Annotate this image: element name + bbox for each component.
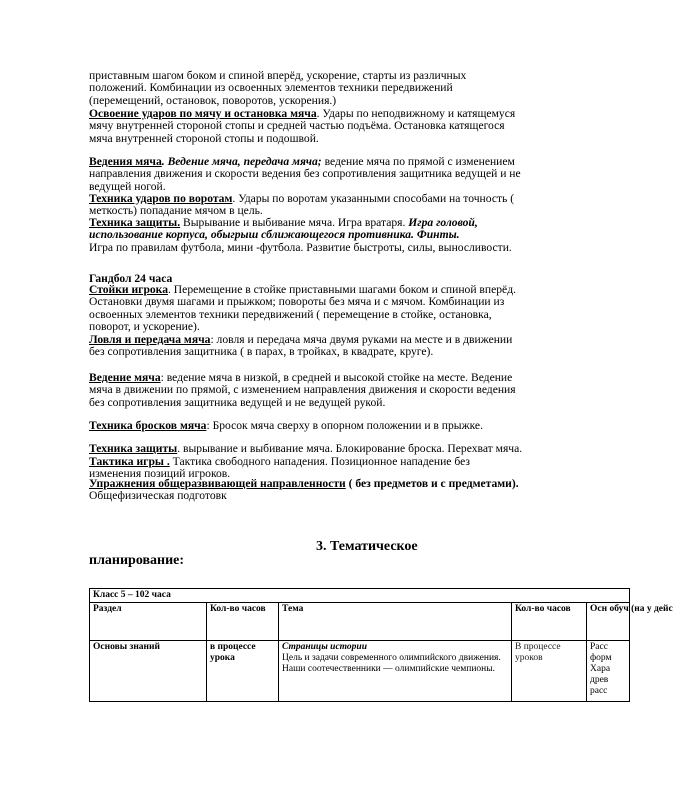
paragraph-emphasis: . Ведение мяча, передача мяча; <box>161 155 322 168</box>
activity-fragment: форм <box>590 653 612 663</box>
paragraph-goal-shots <box>89 193 525 217</box>
paragraph-heading: Техника бросков мяча <box>89 419 207 432</box>
header-activities: Осн обуч (на у дейс <box>587 603 630 641</box>
paragraph-movement-combinations <box>89 70 525 108</box>
paragraph-text: Общефизическая подготовк <box>89 489 227 503</box>
paragraph-emphasis: ( без предметов и с предметами). <box>345 477 519 490</box>
paragraph-text: Тактика свободного нападения. Позиционное нападение без изменения позиций игроков. <box>89 455 470 481</box>
section-heading-word: планирование: <box>89 553 185 568</box>
paragraph-heading: Тактика игры . <box>89 455 170 468</box>
row-hours-2: В процессе уроков <box>512 641 587 702</box>
paragraph-text: : Бросок мяча сверху в опорном положении и в прыжке. <box>206 419 483 432</box>
paragraph-ball-dribbling <box>89 372 525 420</box>
section-heading-number: 3. Тематическое <box>316 539 418 554</box>
table-row <box>90 641 630 702</box>
paragraph-dribbling <box>89 156 525 194</box>
header-hours-2: Кол-во часов <box>512 603 587 641</box>
paragraph-protection <box>89 443 525 455</box>
paragraph-text: : ловля и передача мяча двумя руками на месте и в движении без сопротивления защитника ( в парах, в тройках, в квадрате, круге). <box>89 333 513 359</box>
paragraph-text: . Перемещение в стойке приставными шагами боком и спиной вперёд. Остановки двумя шагами и прыжком; повороты без мяча и с мячом. Комбинации из освоенных элементов техники передвижений ( перемещение в стойке, остановка, поворот, и ускорение). <box>89 283 516 334</box>
activity-fragment: расс <box>590 686 608 696</box>
paragraph-heading: Техника защиты <box>89 442 178 455</box>
paragraph-player-stance <box>89 284 525 334</box>
paragraph-heading: Техника защиты. <box>89 216 181 229</box>
paragraph-text: . Удары по воротам указанными способами на точность ( меткость) попадание мячом в цель. <box>89 192 515 218</box>
paragraph-text: ведение мяча по прямой с изменением направления движения и скорости ведения без сопротивления защитника ведущей и не ведущей ногой. <box>89 155 521 193</box>
table-header-row <box>90 603 630 641</box>
paragraph-defense <box>89 217 525 273</box>
paragraph-general-exercises <box>89 478 525 504</box>
class-label: Класс 5 – 102 часа <box>90 589 630 603</box>
topic-title: Страницы истории <box>282 642 367 652</box>
paragraph-text: Вырывание и выбивание мяча. Игра вратаря. <box>180 216 409 229</box>
paragraph-throws <box>89 420 525 444</box>
paragraph-heading: Ловля и передача мяча <box>89 333 211 346</box>
activity-fragment: Расс <box>590 642 608 652</box>
row-section: Основы знаний <box>90 641 207 702</box>
paragraph-heading: Ведения мяча <box>89 155 162 168</box>
activity-fragment: древ <box>590 675 609 685</box>
handball-heading: Гандбол 24 часа <box>89 272 173 285</box>
thematic-planning-table <box>89 588 673 702</box>
table-class-row <box>90 589 630 603</box>
paragraph-ball-strikes <box>89 108 525 158</box>
row-topic <box>279 641 512 702</box>
paragraph-heading: Техника ударов по воротам <box>89 192 233 205</box>
topic-line: Наши соотечественники — олимпийские чемпионы. <box>282 664 496 674</box>
activity-fragment: Хара <box>590 664 611 674</box>
header-topic: Тема <box>279 603 512 641</box>
paragraph-text: Игра по правилам футбола, мини -футбола. Развитие быстроты, силы, выносливости. <box>89 240 512 254</box>
row-hours: в процессе урока <box>207 641 279 702</box>
header-section: Раздел <box>90 603 207 641</box>
paragraph-text: : ведение мяча в низкой, в средней и высокой стойке на месте. Ведение мяча в движении по прямой, с изменением направления движения и скорости ведения без сопротивления защитника ведущей и не ведущей рукой. <box>89 371 516 409</box>
paragraph-emphasis: Игра головой, использование корпуса, обыгрыш сближающегося противника. Финты. <box>89 216 478 242</box>
row-activities <box>587 641 630 702</box>
paragraph-text: приставным шагом боком и спиной вперёд, ускорение, старты из различных положений. Комбинации из освоенных элементов техники передвижений (перемещений, остановок, поворотов, ускорения.) <box>89 69 467 107</box>
paragraph-text: . Удары по неподвижному и катящемуся мячу внутренней стороной стопы и средней частью подъёма. Остановка катящегося мяча внутренней стороной стопы и подошвой. <box>89 107 516 145</box>
paragraph-tactics <box>89 455 525 481</box>
paragraph-catching-passing <box>89 334 525 372</box>
paragraph-heading: Стойки игрока <box>89 283 168 296</box>
paragraph-text: . вырывание и выбивание мяча. Блокирование броска. Перехват мяча. <box>177 442 523 455</box>
paragraph-heading: Ведение мяча <box>89 371 161 384</box>
header-hours: Кол-во часов <box>207 603 279 641</box>
topic-line: Цель и задачи современного олимпийского движения. <box>282 653 501 663</box>
paragraph-heading: Освоение ударов по мячу и остановка мяча <box>89 107 317 120</box>
paragraph-heading: Упражнения общеразвивающей направленности <box>89 477 346 490</box>
